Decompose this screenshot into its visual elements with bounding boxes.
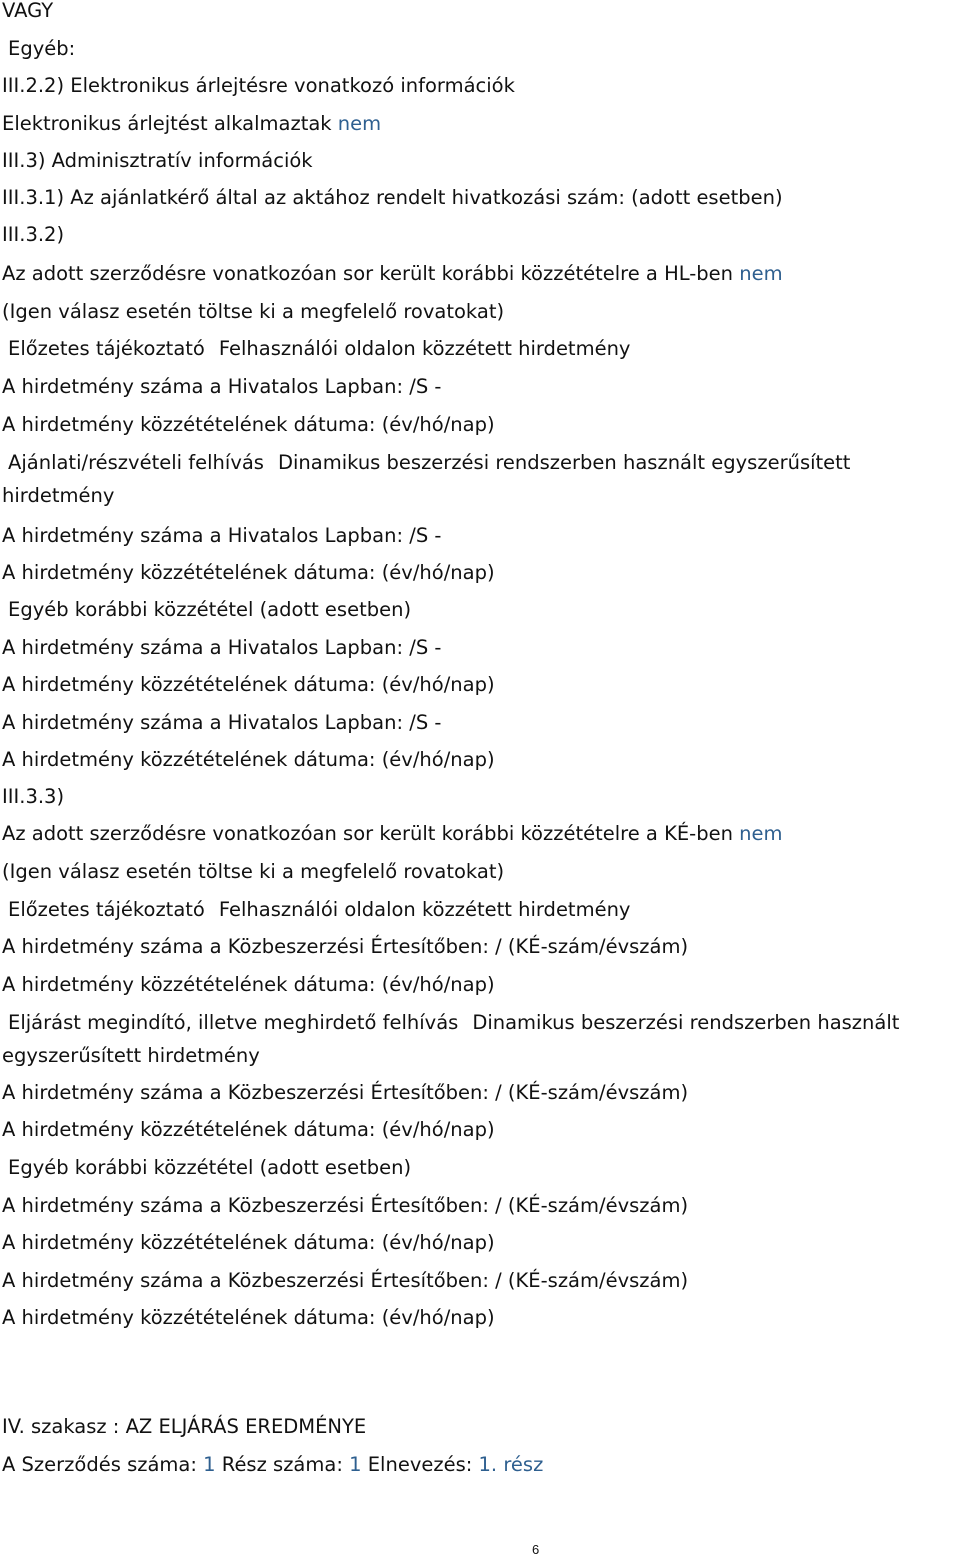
hl-option-call bbox=[8, 453, 850, 473]
reference-number-heading: III.3.1) Az ajánlatkérő által az aktához rendelt hivatkozási szám: (adott esetben) bbox=[2, 186, 783, 209]
hl-option-dps-label: Dinamikus beszerzési rendszerben használt egyszerűsített bbox=[277, 451, 851, 474]
hl-notice-number-2: A hirdetmény száma a Hivatalos Lapban: /S - bbox=[2, 524, 442, 547]
ke-question-value: nem bbox=[739, 822, 783, 845]
hl-question-label: Az adott szerződésre vonatkozóan sor került korábbi közzétételre a HL-ben bbox=[2, 262, 734, 285]
ke-option-prior-info-label: Előzetes tájékoztató bbox=[8, 898, 205, 921]
vagy-label: VAGY bbox=[2, 0, 54, 22]
admin-info-heading: III.3) Adminisztratív információk bbox=[2, 149, 313, 172]
ke-notice-date-3: A hirdetmény közzétételének dátuma: (év/hó/nap) bbox=[2, 1231, 495, 1254]
part-number-value: 1 bbox=[349, 1453, 362, 1476]
ke-question-label: Az adott szerződésre vonatkozóan sor került korábbi közzétételre a KÉ-ben bbox=[2, 822, 733, 845]
contract-row bbox=[2, 1455, 543, 1475]
electronic-auction-row bbox=[2, 114, 381, 134]
part-name-value: 1. rész bbox=[478, 1453, 544, 1476]
ke-section-heading: III.3.3) bbox=[2, 785, 65, 808]
hl-notice-date-3: A hirdetmény közzétételének dátuma: (év/hó/nap) bbox=[2, 673, 495, 696]
ke-option-dps-label-cont: egyszerűsített hirdetmény bbox=[2, 1044, 260, 1067]
hl-option-dps-label-cont: hirdetmény bbox=[2, 484, 115, 507]
ke-option-other: Egyéb korábbi közzététel (adott esetben) bbox=[8, 1156, 412, 1179]
ke-option-prior-info bbox=[8, 900, 630, 920]
hl-option-prior-info-label: Előzetes tájékoztató bbox=[8, 337, 205, 360]
ke-notice-number-2: A hirdetmény száma a Közbeszerzési Értesítőben: / (KÉ-szám/évszám) bbox=[2, 1081, 689, 1104]
ke-notice-number-4: A hirdetmény száma a Közbeszerzési Értesítőben: / (KÉ-szám/évszám) bbox=[2, 1269, 689, 1292]
ke-option-buyer-profile-label: Felhasználói oldalon közzétett hirdetmény bbox=[218, 898, 631, 921]
hl-section-heading: III.3.2) bbox=[2, 223, 65, 246]
hl-notice-date-2: A hirdetmény közzétételének dátuma: (év/hó/nap) bbox=[2, 561, 495, 584]
contract-number-label: A Szerződés száma: bbox=[2, 1453, 197, 1476]
part-name-label: Elnevezés: bbox=[367, 1453, 473, 1476]
hl-notice-number-3: A hirdetmény száma a Hivatalos Lapban: /S - bbox=[2, 636, 442, 659]
ke-notice-number-1: A hirdetmény száma a Közbeszerzési Értesítőben: / (KÉ-szám/évszám) bbox=[2, 935, 689, 958]
hl-notice-number-1: A hirdetmény száma a Hivatalos Lapban: /S - bbox=[2, 375, 442, 398]
hl-option-prior-info bbox=[8, 339, 630, 359]
hl-option-call-label: Ajánlati/részvételi felhívás bbox=[8, 451, 264, 474]
hl-notice-date-4: A hirdetmény közzétételének dátuma: (év/hó/nap) bbox=[2, 748, 495, 771]
section-iv-heading: IV. szakasz : AZ ELJÁRÁS EREDMÉNYE bbox=[2, 1415, 367, 1438]
ke-hint: (Igen válasz esetén töltse ki a megfelelő rovatokat) bbox=[2, 860, 505, 883]
page-number: 6 bbox=[532, 1542, 540, 1557]
electronic-auction-value: nem bbox=[337, 112, 382, 135]
ke-notice-number-3: A hirdetmény száma a Közbeszerzési Értesítőben: / (KÉ-szám/évszám) bbox=[2, 1194, 689, 1217]
ke-notice-date-4: A hirdetmény közzétételének dátuma: (év/hó/nap) bbox=[2, 1306, 495, 1329]
ke-notice-date-1: A hirdetmény közzétételének dátuma: (év/hó/nap) bbox=[2, 973, 495, 996]
hl-question-row bbox=[2, 264, 783, 284]
hl-notice-date-1: A hirdetmény közzétételének dátuma: (év/hó/nap) bbox=[2, 413, 495, 436]
ke-option-call-label: Eljárást megindító, illetve meghirdető felhívás bbox=[8, 1011, 459, 1034]
part-number-label: Rész száma: bbox=[221, 1453, 343, 1476]
hl-notice-number-4: A hirdetmény száma a Hivatalos Lapban: /S - bbox=[2, 711, 442, 734]
contract-number-value: 1 bbox=[203, 1453, 216, 1476]
ke-notice-date-2: A hirdetmény közzétételének dátuma: (év/hó/nap) bbox=[2, 1118, 495, 1141]
electronic-auction-label: Elektronikus árlejtést alkalmaztak bbox=[2, 112, 332, 135]
ke-option-dps-label: Dinamikus beszerzési rendszerben használt bbox=[472, 1011, 900, 1034]
hl-hint: (Igen válasz esetén töltse ki a megfelelő rovatokat) bbox=[2, 300, 505, 323]
egyeb-label: Egyéb: bbox=[8, 37, 76, 60]
electronic-auction-heading: III.2.2) Elektronikus árlejtésre vonatkozó információk bbox=[2, 74, 515, 97]
ke-question-row bbox=[2, 824, 783, 844]
ke-option-call bbox=[8, 1013, 899, 1033]
hl-option-buyer-profile-label: Felhasználói oldalon közzétett hirdetmény bbox=[218, 337, 631, 360]
hl-option-other: Egyéb korábbi közzététel (adott esetben) bbox=[8, 598, 412, 621]
hl-question-value: nem bbox=[739, 262, 783, 285]
